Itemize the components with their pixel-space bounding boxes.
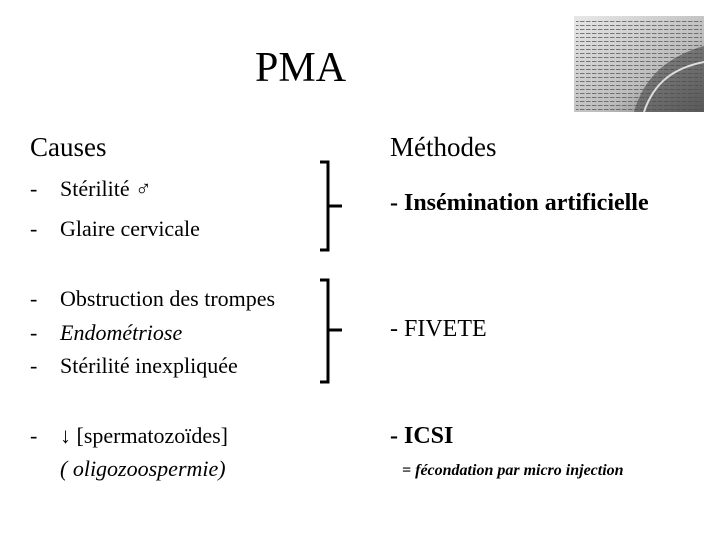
group-bracket — [318, 160, 348, 252]
method-note: = fécondation par micro injection — [402, 462, 624, 479]
cause-dash: - — [30, 176, 38, 201]
slide-title: PMA — [255, 45, 347, 91]
methods-header: Méthodes — [390, 132, 497, 162]
method-label: - ICSI — [390, 423, 454, 449]
cause-dash: - — [30, 286, 38, 311]
cause-item — [30, 318, 182, 348]
cause-item — [30, 214, 200, 244]
cause-text: Endométriose — [60, 320, 183, 345]
method-label: - Insémination artificielle — [390, 190, 649, 216]
cause-text: Obstruction des trompes — [60, 286, 276, 311]
group-bracket — [318, 278, 348, 384]
cause-item — [30, 174, 152, 204]
cause-dash: - — [30, 353, 38, 378]
cause-text: Stérilité ♂ — [60, 176, 152, 201]
causes-header: Causes — [30, 132, 107, 162]
cause-dash: - — [30, 216, 38, 241]
cause-text: ↓ [spermatozoïdes] — [60, 423, 228, 448]
cause-dash: - — [30, 423, 38, 448]
book-pages-image — [574, 16, 704, 112]
cause-text: Stérilité inexpliquée — [60, 353, 238, 378]
cause-text: ( oligozoospermie) — [60, 456, 226, 481]
cause-item — [30, 284, 275, 314]
cause-text: Glaire cervicale — [60, 216, 200, 241]
cause-dash: - — [30, 320, 38, 345]
cause-item — [30, 421, 228, 451]
cause-item — [30, 351, 238, 381]
cause-item — [60, 454, 226, 484]
method-label: - FIVETE — [390, 316, 487, 342]
